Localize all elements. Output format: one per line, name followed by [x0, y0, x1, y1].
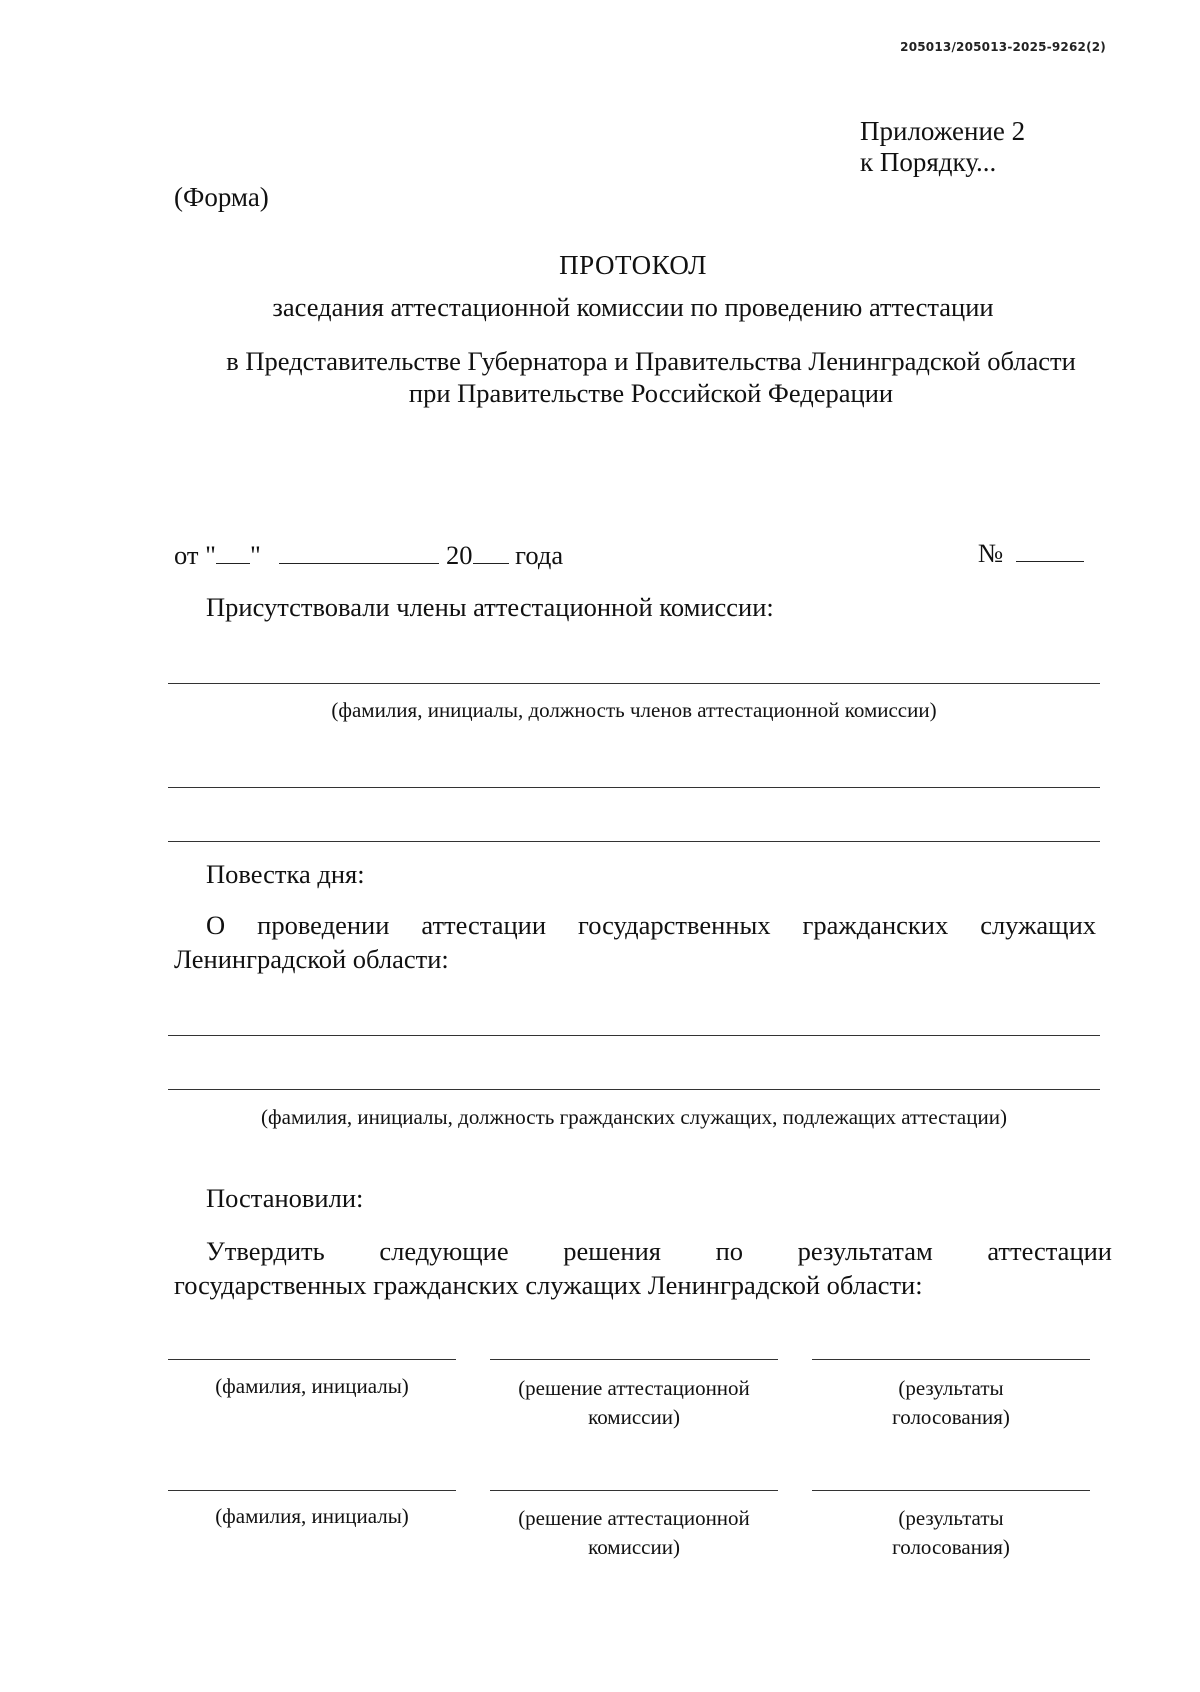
row2-votes-caption-line-2: голосования) [892, 1535, 1010, 1559]
resolved-heading: Постановили: [206, 1183, 364, 1213]
row2-decision-caption-line-1: (решение аттестационной [518, 1506, 750, 1530]
row2-votes-caption-line-1: (результаты [898, 1506, 1004, 1530]
row1-votes-caption-line-2: голосования) [892, 1405, 1010, 1429]
row1-name-line[interactable] [168, 1359, 456, 1360]
row1-decision-line[interactable] [490, 1359, 778, 1360]
servants-caption: (фамилия, инициалы, должность гражданских служащих, подлежащих аттестации) [261, 1105, 1007, 1129]
row2-votes-caption [812, 1504, 1090, 1562]
present-line-1[interactable] [168, 683, 1100, 684]
year-suffix: года [515, 540, 564, 570]
month-blank[interactable] [279, 543, 439, 564]
date-line [174, 540, 563, 571]
present-heading: Присутствовали члены аттестационной комиссии: [206, 592, 774, 622]
row2-decision-caption-line-2: комиссии) [588, 1535, 680, 1559]
agenda-heading: Повестка дня: [206, 859, 365, 889]
servants-line-2[interactable] [168, 1089, 1100, 1090]
protocol-number [978, 538, 1084, 569]
organization-line-2: при Правительстве Российской Федерации [408, 378, 894, 408]
appendix-reference [860, 116, 1025, 178]
resolution-line-2: государственных гражданских служащих Ленинградской области: [174, 1270, 923, 1300]
row1-decision-caption-line-1: (решение аттестационной [518, 1376, 750, 1400]
row2-name-caption: (фамилия, инициалы) [215, 1504, 409, 1528]
appendix-line-1: Приложение 2 [860, 116, 1026, 146]
year-blank[interactable] [473, 543, 509, 564]
present-line-2[interactable] [168, 787, 1100, 788]
organization-line-1: в Представительстве Губернатора и Правительства Ленинградской области [226, 346, 1076, 376]
document-title: ПРОТОКОЛ [559, 250, 707, 280]
number-sign: № [978, 538, 1004, 568]
row1-votes-caption-line-1: (результаты [898, 1376, 1004, 1400]
document-subtitle: заседания аттестационной комиссии по проведению аттестации [272, 292, 994, 322]
resolution-line-1: Утвердить следующие решения по результатам аттестации [206, 1236, 1112, 1266]
agenda-text-line-2: Ленинградской области: [174, 944, 449, 974]
document-id: 205013/205013-2025-9262(2) [900, 40, 1106, 54]
appendix-line-2: к Порядку... [860, 147, 997, 177]
row2-votes-line[interactable] [812, 1490, 1090, 1491]
row1-votes-line[interactable] [812, 1359, 1090, 1360]
day-blank[interactable] [216, 543, 250, 564]
date-quote-close: " [249, 540, 261, 570]
row2-decision-line[interactable] [490, 1490, 778, 1491]
present-caption: (фамилия, инициалы, должность членов аттестационной комиссии) [331, 698, 937, 722]
row1-name-caption: (фамилия, инициалы) [215, 1374, 409, 1398]
agenda-text-line-1: О проведении аттестации государственных гражданских служащих [206, 910, 1096, 940]
row2-name-line[interactable] [168, 1490, 456, 1491]
row1-decision-caption-line-2: комиссии) [588, 1405, 680, 1429]
row1-votes-caption [812, 1374, 1090, 1432]
servants-line-1[interactable] [168, 1035, 1100, 1036]
form-label: (Форма) [174, 182, 269, 212]
present-line-3[interactable] [168, 841, 1100, 842]
number-blank[interactable] [1016, 541, 1084, 562]
date-prefix: от " [174, 540, 216, 570]
year-prefix: 20 [446, 540, 473, 570]
row1-decision-caption [480, 1374, 788, 1432]
row2-decision-caption [480, 1504, 788, 1562]
